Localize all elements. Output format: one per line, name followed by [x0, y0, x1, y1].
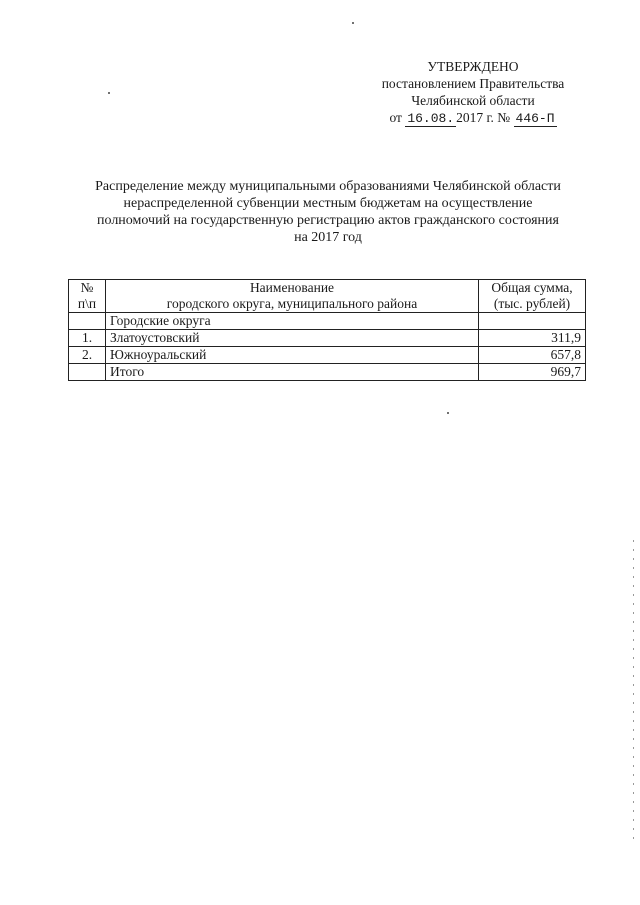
header-number-line2: п\п: [77, 296, 97, 311]
approval-line: Челябинской области: [411, 93, 535, 108]
title-line: Распределение между муниципальными образованиями Челябинской области: [95, 179, 561, 194]
row-name: Южноуральский: [106, 347, 479, 364]
row-number: 1.: [69, 330, 106, 347]
row-name: Златоустовский: [106, 330, 479, 347]
approval-block: [360, 58, 586, 127]
table-row: [69, 330, 586, 347]
scan-speck: [108, 92, 110, 94]
header-name-line1: Наименование: [249, 280, 335, 295]
table-header-row: [69, 280, 586, 313]
header-number-line1: №: [80, 280, 94, 295]
section-label: Городские округа: [106, 313, 479, 330]
section-sum-cell: [479, 313, 586, 330]
header-name-line2: городского округа, муниципального района: [166, 296, 418, 311]
table-total-row: [69, 364, 586, 381]
total-sum: 969,7: [479, 364, 586, 381]
title-line: нераспределенной субвенции местным бюджетам на осуществление: [123, 196, 533, 211]
date-value: 16.08.: [407, 111, 455, 126]
document-number: 446-П: [515, 111, 555, 126]
approval-heading: УТВЕРЖДЕНО: [427, 59, 519, 74]
title-line: полномочий на государственную регистрацию актов гражданского состояния: [97, 213, 559, 228]
table-section-row: [69, 313, 586, 330]
section-number-cell: [69, 313, 106, 330]
total-label: Итого: [106, 364, 479, 381]
title-line: на 2017 год: [294, 230, 362, 245]
document-title: [70, 178, 586, 246]
header-sum: [479, 280, 586, 313]
date-prefix: от: [389, 110, 402, 125]
distribution-table: [68, 279, 586, 381]
scan-speck: [447, 412, 449, 414]
scan-edge-artifact: [633, 540, 634, 840]
header-sum-line2: (тыс. рублей): [493, 296, 571, 311]
row-number: 2.: [69, 347, 106, 364]
header-sum-line1: Общая сумма,: [491, 280, 573, 295]
approval-date-line: [360, 109, 586, 127]
date-suffix: 2017 г. №: [456, 110, 511, 125]
row-sum: 311,9: [479, 330, 586, 347]
row-sum: 657,8: [479, 347, 586, 364]
header-name: [106, 280, 479, 313]
total-number-cell: [69, 364, 106, 381]
scan-speck: [352, 22, 354, 24]
approval-line: постановлением Правительства: [381, 76, 565, 91]
table-row: [69, 347, 586, 364]
header-number: [69, 280, 106, 313]
